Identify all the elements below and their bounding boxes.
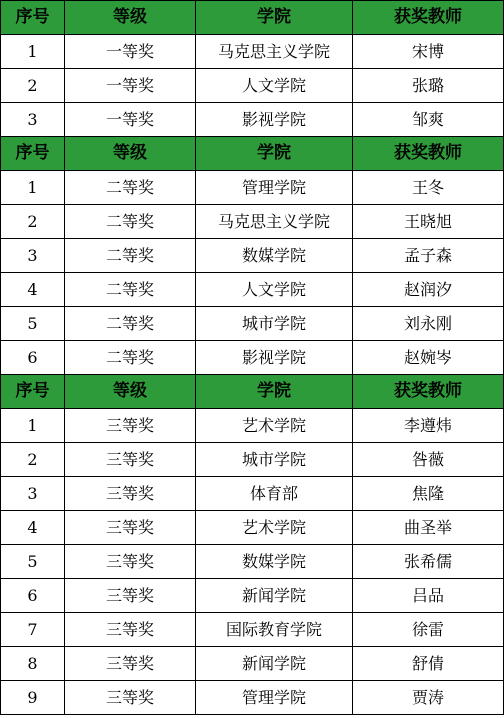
cell-index: 4 [1, 273, 65, 307]
cell-level: 三等奖 [65, 511, 196, 545]
table-row [1, 171, 504, 205]
cell-college: 影视学院 [196, 103, 353, 137]
cell-teacher: 刘永刚 [353, 307, 504, 341]
table-row [1, 443, 504, 477]
cell-level: 三等奖 [65, 681, 196, 715]
table-row [1, 511, 504, 545]
cell-teacher: 贾涛 [353, 681, 504, 715]
header-cell-index: 序号 [1, 1, 65, 35]
cell-teacher: 赵婉岑 [353, 341, 504, 375]
cell-teacher: 咎薇 [353, 443, 504, 477]
header-cell-level: 等级 [65, 137, 196, 171]
cell-teacher: 舒倩 [353, 647, 504, 681]
cell-level: 一等奖 [65, 69, 196, 103]
cell-teacher: 张璐 [353, 69, 504, 103]
cell-college: 城市学院 [196, 443, 353, 477]
cell-level: 三等奖 [65, 477, 196, 511]
table-row [1, 647, 504, 681]
cell-teacher: 孟子森 [353, 239, 504, 273]
table-row [1, 35, 504, 69]
table-row [1, 409, 504, 443]
table-row [1, 613, 504, 647]
cell-index: 3 [1, 477, 65, 511]
cell-college: 人文学院 [196, 273, 353, 307]
cell-level: 一等奖 [65, 103, 196, 137]
cell-index: 5 [1, 307, 65, 341]
cell-level: 三等奖 [65, 579, 196, 613]
cell-college: 艺术学院 [196, 511, 353, 545]
cell-teacher: 李遵炜 [353, 409, 504, 443]
section-header-row [1, 1, 504, 35]
table-row [1, 205, 504, 239]
header-cell-college: 学院 [196, 137, 353, 171]
cell-index: 2 [1, 69, 65, 103]
cell-index: 1 [1, 409, 65, 443]
header-cell-level: 等级 [65, 1, 196, 35]
header-cell-level: 等级 [65, 375, 196, 409]
cell-teacher: 王冬 [353, 171, 504, 205]
cell-level: 三等奖 [65, 409, 196, 443]
cell-college: 人文学院 [196, 69, 353, 103]
cell-level: 二等奖 [65, 307, 196, 341]
table-row [1, 273, 504, 307]
cell-college: 管理学院 [196, 681, 353, 715]
cell-level: 二等奖 [65, 273, 196, 307]
cell-teacher: 吕品 [353, 579, 504, 613]
cell-index: 1 [1, 171, 65, 205]
cell-college: 数媒学院 [196, 545, 353, 579]
awards-table-body [1, 1, 504, 715]
cell-teacher: 张希儒 [353, 545, 504, 579]
cell-teacher: 曲圣举 [353, 511, 504, 545]
cell-college: 马克思主义学院 [196, 205, 353, 239]
table-row [1, 103, 504, 137]
cell-teacher: 焦隆 [353, 477, 504, 511]
table-row [1, 545, 504, 579]
cell-index: 9 [1, 681, 65, 715]
header-cell-teacher: 获奖教师 [353, 137, 504, 171]
cell-level: 三等奖 [65, 613, 196, 647]
section-header-row [1, 375, 504, 409]
cell-college: 影视学院 [196, 341, 353, 375]
cell-index: 3 [1, 239, 65, 273]
cell-index: 2 [1, 443, 65, 477]
cell-level: 二等奖 [65, 171, 196, 205]
cell-index: 2 [1, 205, 65, 239]
table-row [1, 69, 504, 103]
cell-index: 1 [1, 35, 65, 69]
section-header-row [1, 137, 504, 171]
table-row [1, 579, 504, 613]
cell-teacher: 宋博 [353, 35, 504, 69]
header-cell-index: 序号 [1, 375, 65, 409]
cell-college: 管理学院 [196, 171, 353, 205]
table-row [1, 239, 504, 273]
table-row [1, 307, 504, 341]
table-row [1, 681, 504, 715]
cell-index: 3 [1, 103, 65, 137]
cell-college: 数媒学院 [196, 239, 353, 273]
cell-college: 新闻学院 [196, 647, 353, 681]
cell-college: 国际教育学院 [196, 613, 353, 647]
header-cell-teacher: 获奖教师 [353, 1, 504, 35]
cell-index: 8 [1, 647, 65, 681]
header-cell-college: 学院 [196, 1, 353, 35]
table-row [1, 477, 504, 511]
header-cell-teacher: 获奖教师 [353, 375, 504, 409]
cell-college: 体育部 [196, 477, 353, 511]
cell-level: 一等奖 [65, 35, 196, 69]
cell-index: 4 [1, 511, 65, 545]
cell-teacher: 邹爽 [353, 103, 504, 137]
cell-teacher: 徐雷 [353, 613, 504, 647]
cell-college: 艺术学院 [196, 409, 353, 443]
cell-index: 6 [1, 341, 65, 375]
cell-level: 三等奖 [65, 647, 196, 681]
cell-college: 新闻学院 [196, 579, 353, 613]
cell-level: 二等奖 [65, 205, 196, 239]
cell-level: 二等奖 [65, 341, 196, 375]
cell-teacher: 王晓旭 [353, 205, 504, 239]
header-cell-college: 学院 [196, 375, 353, 409]
cell-teacher: 赵润汐 [353, 273, 504, 307]
cell-index: 6 [1, 579, 65, 613]
cell-college: 城市学院 [196, 307, 353, 341]
cell-level: 三等奖 [65, 545, 196, 579]
cell-college: 马克思主义学院 [196, 35, 353, 69]
cell-level: 三等奖 [65, 443, 196, 477]
cell-level: 二等奖 [65, 239, 196, 273]
cell-index: 5 [1, 545, 65, 579]
table-row [1, 341, 504, 375]
header-cell-index: 序号 [1, 137, 65, 171]
cell-index: 7 [1, 613, 65, 647]
